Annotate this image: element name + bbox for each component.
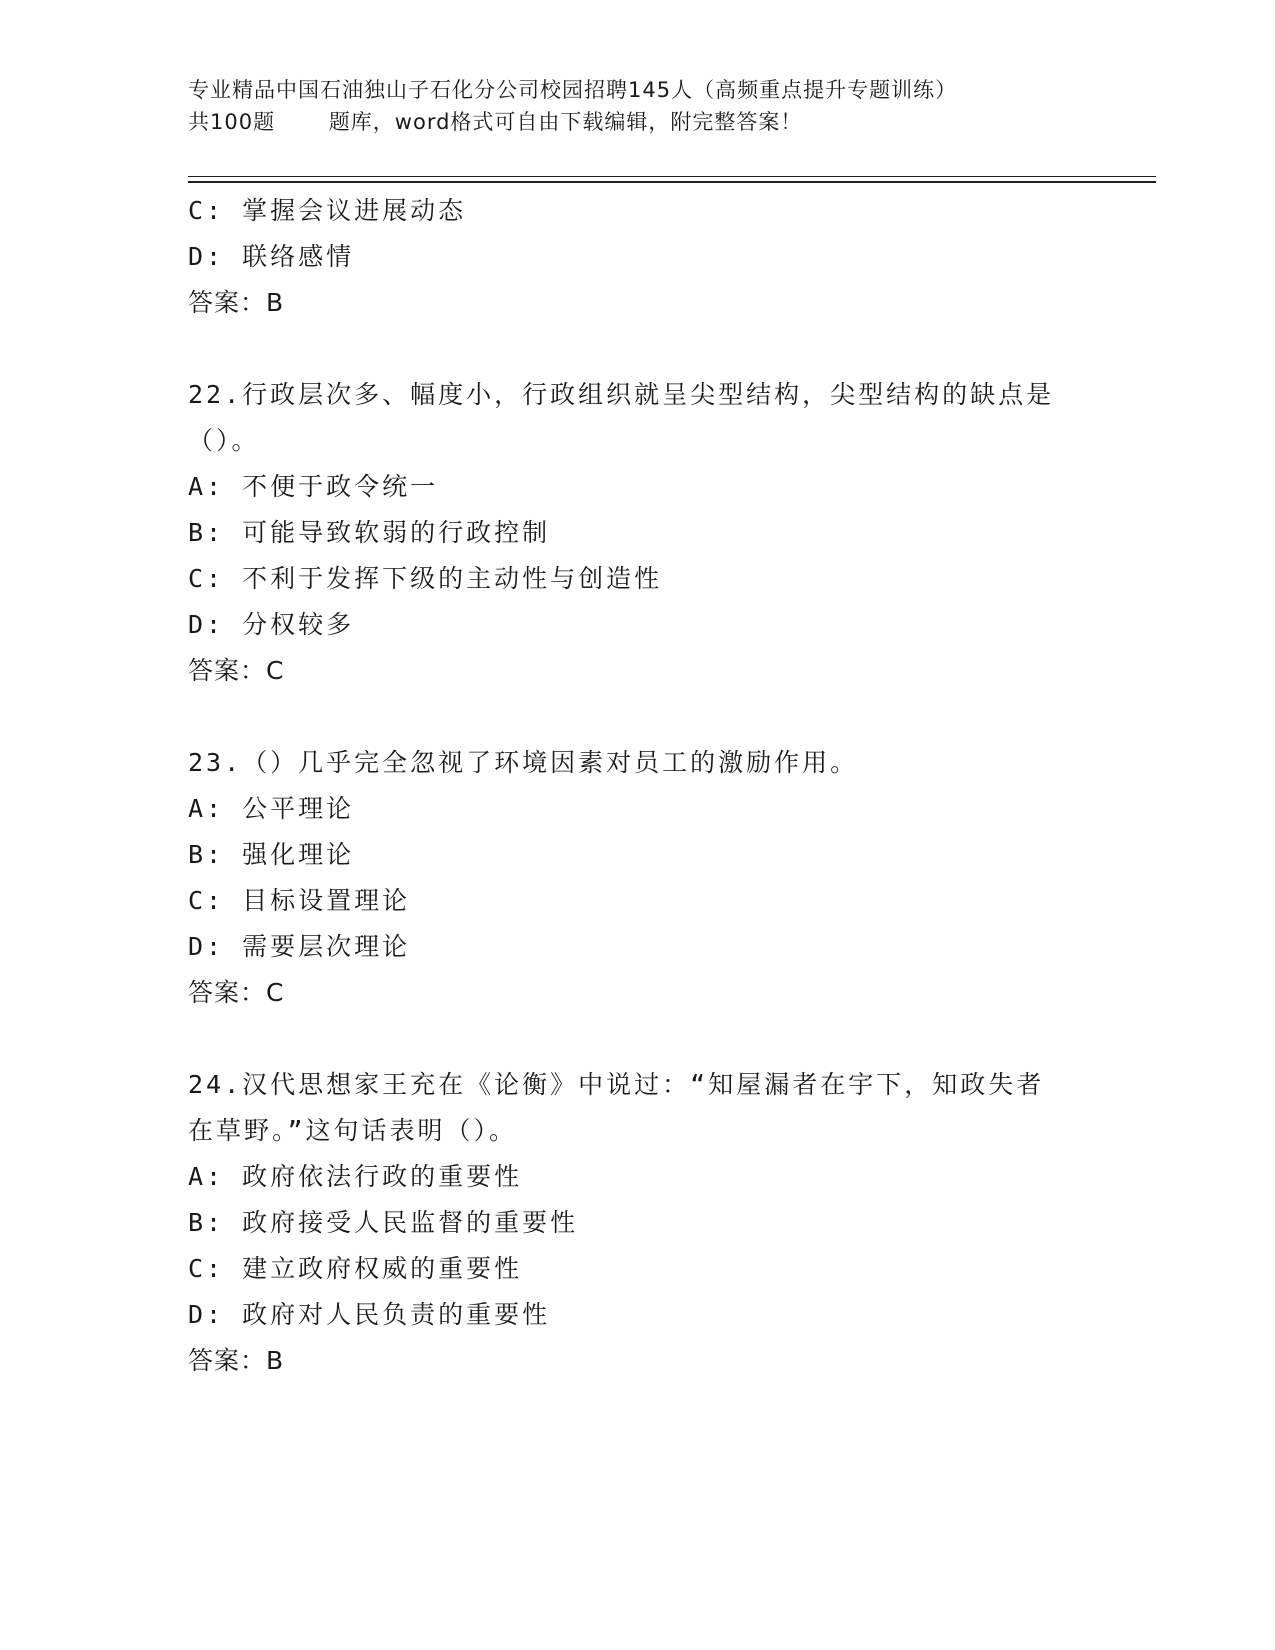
question-stem: 22.行政层次多、幅度小，行政组织就呈尖型结构，尖型结构的缺点是 [188,380,1055,409]
option-d: D: 需要层次理论 [188,932,411,961]
question-stem-cont: （）。 [188,426,260,455]
answer: 答案：C [188,656,285,685]
question-stem: 24.汉代思想家王充在《论衡》中说过：“知屋漏者在宇下，知政失者 [188,1070,1045,1099]
option-b: B: 可能导致软弱的行政控制 [188,518,551,547]
option-c: C: 建立政府权威的重要性 [188,1254,523,1283]
question-content [188,188,1088,1384]
option-a: A: 不便于政令统一 [188,472,439,501]
option-b: B: 政府接受人民监督的重要性 [188,1208,579,1237]
header-title: 专业精品中国石油独山子石化分公司校园招聘145人（高频重点提升专题训练） [188,78,958,102]
question-stem-cont: 在草野。”这句话表明（）。 [188,1116,518,1145]
answer: 答案：B [188,288,285,317]
answer: 答案：B [188,1346,285,1375]
option-d: D: 政府对人民负责的重要性 [188,1300,551,1329]
option-b: B: 强化理论 [188,840,355,869]
option-c: C: 目标设置理论 [188,886,411,915]
question-block-21 [188,188,1088,326]
header-subtitle: 共100题 题库，word格式可自由下载编辑，附完整答案！ [188,110,803,134]
header-divider-thick [188,181,1156,183]
document-header [188,74,1168,138]
option-a: A: 政府依法行政的重要性 [188,1162,523,1191]
question-block-23 [188,740,1088,1016]
option-a: A: 公平理论 [188,794,355,823]
answer: 答案：C [188,978,285,1007]
option-c: C: 不利于发挥下级的主动性与创造性 [188,564,663,593]
question-stem: 23.（）几乎完全忽视了环境因素对员工的激励作用。 [188,748,859,777]
option-d: D: 分权较多 [188,610,355,639]
question-block-22 [188,372,1088,694]
header-divider [188,176,1156,177]
option-d: D: 联络感情 [188,242,355,271]
question-block-24 [188,1062,1088,1384]
option-c: C: 掌握会议进展动态 [188,196,467,225]
